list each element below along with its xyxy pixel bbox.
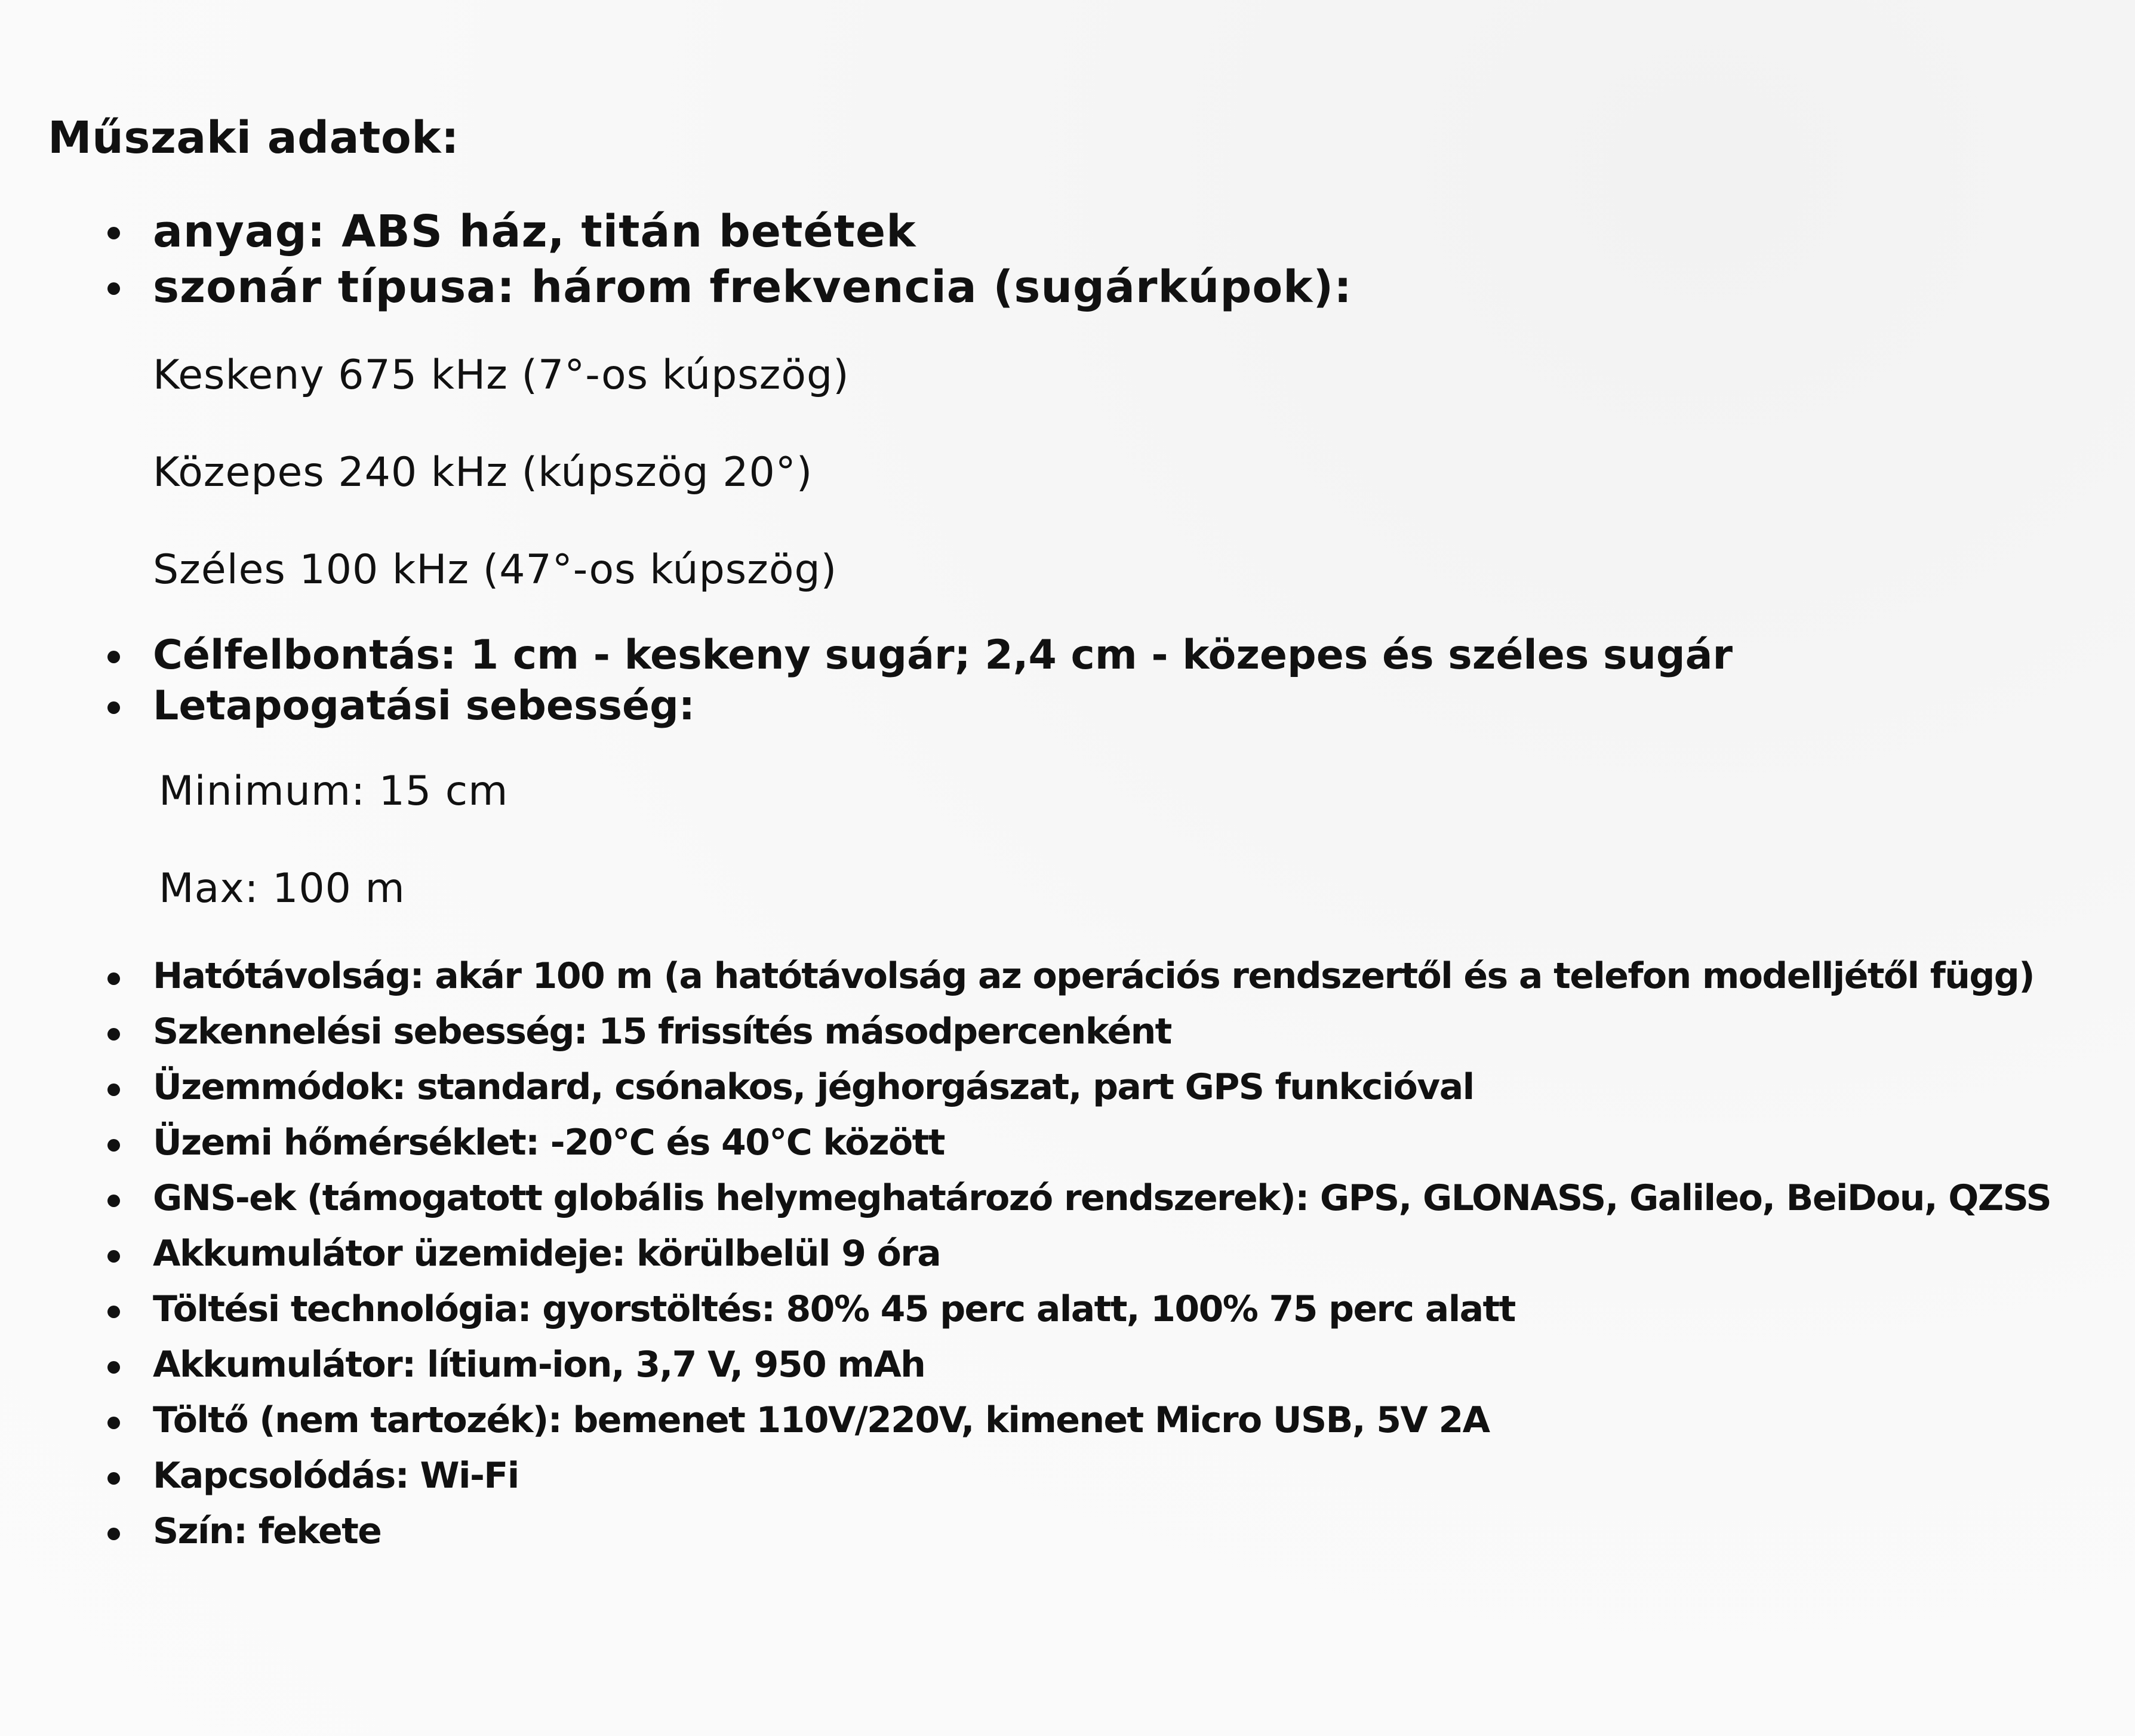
list-item-material: anyag: ABS ház, titán betétek [48, 204, 2090, 260]
beam-wide: Széles 100 kHz (47°-os kúpszög) [153, 546, 838, 593]
list-item-color: Szín: fekete [48, 1504, 2090, 1559]
list-item-range: Hatótávolság: akár 100 m (a hatótávolság az operációs rendszertől és a telefon modelljétől függ) [48, 949, 2090, 1004]
list-item-modes: Üzemmódok: standard, csónakos, jéghorgászat, part GPS funkcióval [48, 1060, 2090, 1115]
list-item-operating-temperature: Üzemi hőmérséklet: -20°C és 40°C között [48, 1115, 2090, 1171]
scan-depth-minimum: Minimum: 15 cm [159, 768, 509, 815]
list-item-charging: Töltési technológia: gyorstöltés: 80% 45 perc alatt, 100% 75 perc alatt [48, 1282, 2090, 1337]
sonar-beam-list [48, 350, 2090, 595]
spec-list-resolution [48, 630, 2090, 731]
list-item-gnss: GNS-ek (támogatott globális helymeghatározó rendszerek): GPS, GLONASS, Galileo, BeiDou, QZSS [48, 1171, 2090, 1226]
spec-list-primary [48, 204, 2090, 315]
page-title: Műszaki adatok: [48, 112, 460, 164]
scan-depth-list [48, 766, 2090, 914]
spec-document [48, 112, 2090, 1559]
list-item-connectivity: Kapcsolódás: Wi-Fi [48, 1448, 2090, 1504]
list-item-battery: Akkumulátor: lítium-ion, 3,7 V, 950 mAh [48, 1337, 2090, 1393]
spec-list-secondary [48, 949, 2090, 1559]
beam-narrow: Keskeny 675 kHz (7°-os kúpszög) [153, 352, 850, 399]
list-item-scan-depth: Letapogatási sebesség: [48, 681, 2090, 731]
list-item-scan-rate: Szkennelési sebesség: 15 frissítés másodpercenként [48, 1004, 2090, 1060]
scan-depth-maximum: Max: 100 m [159, 865, 405, 912]
list-item-target-resolution: Célfelbontás: 1 cm - keskeny sugár; 2,4 cm - közepes és széles sugár [48, 630, 2090, 681]
list-item-battery-life: Akkumulátor üzemideje: körülbelül 9 óra [48, 1226, 2090, 1282]
list-item-sonar-type: szonár típusa: három frekvencia (sugárkúpok): [48, 260, 2090, 315]
beam-medium: Közepes 240 kHz (kúpszög 20°) [153, 449, 813, 496]
list-item-charger: Töltő (nem tartozék): bemenet 110V/220V, kimenet Micro USB, 5V 2A [48, 1393, 2090, 1448]
